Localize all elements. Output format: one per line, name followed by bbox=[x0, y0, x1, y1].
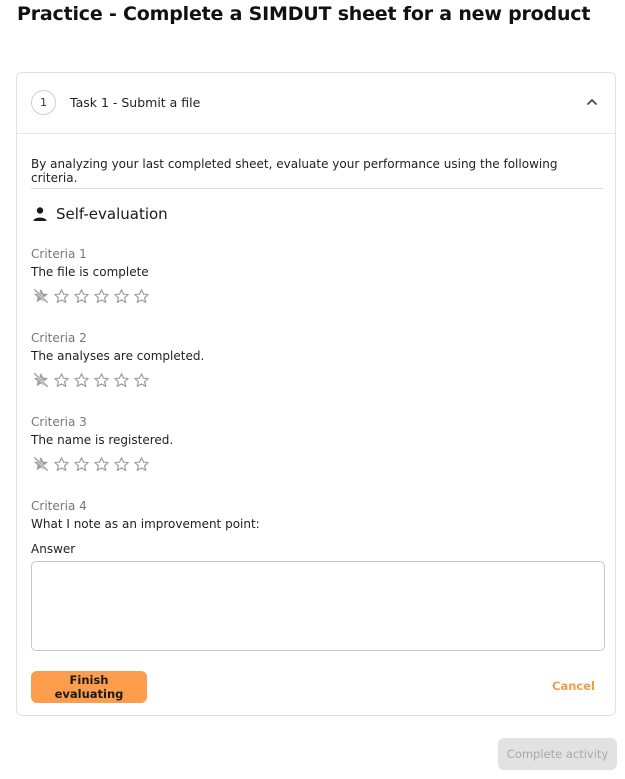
star-3-icon[interactable] bbox=[91, 371, 111, 389]
clear-rating-icon[interactable] bbox=[31, 455, 51, 473]
star-4-icon[interactable] bbox=[111, 371, 131, 389]
divider bbox=[31, 188, 603, 189]
star-3-icon[interactable] bbox=[91, 455, 111, 473]
answer-textarea[interactable] bbox=[31, 561, 605, 651]
task-title: Task 1 - Submit a file bbox=[70, 95, 201, 110]
step-number-badge: 1 bbox=[31, 90, 56, 115]
person-icon bbox=[32, 206, 48, 222]
criteria-text: The name is registered. bbox=[31, 433, 174, 447]
chevron-up-icon[interactable] bbox=[585, 95, 599, 109]
answer-label: Answer bbox=[31, 542, 76, 556]
criteria-label: Criteria 4 bbox=[31, 499, 87, 513]
star-2-icon[interactable] bbox=[71, 455, 91, 473]
clear-rating-icon[interactable] bbox=[31, 287, 51, 305]
page-title: Practice - Complete a SIMDUT sheet for a new product bbox=[17, 3, 591, 25]
clear-rating-icon[interactable] bbox=[31, 371, 51, 389]
cancel-button[interactable]: Cancel bbox=[552, 679, 595, 693]
star-1-icon[interactable] bbox=[51, 455, 71, 473]
star-3-icon[interactable] bbox=[91, 287, 111, 305]
star-5-icon[interactable] bbox=[131, 287, 151, 305]
star-2-icon[interactable] bbox=[71, 287, 91, 305]
self-evaluation-heading bbox=[32, 205, 168, 223]
star-5-icon[interactable] bbox=[131, 371, 151, 389]
finish-evaluating-button[interactable]: Finish evaluating bbox=[31, 671, 147, 703]
star-2-icon[interactable] bbox=[71, 371, 91, 389]
instructions-text: By analyzing your last completed sheet, evaluate your performance using the following criteria. bbox=[31, 157, 558, 185]
star-rating bbox=[31, 455, 605, 473]
section-title: Self-evaluation bbox=[56, 205, 168, 223]
criteria-text: The file is complete bbox=[31, 265, 149, 279]
criteria-label: Criteria 3 bbox=[31, 415, 87, 429]
criteria-item bbox=[31, 499, 605, 556]
criteria-item bbox=[31, 415, 605, 473]
criteria-label: Criteria 2 bbox=[31, 331, 87, 345]
task-header[interactable] bbox=[17, 73, 615, 134]
task-card bbox=[16, 72, 616, 716]
criteria-text: What I note as an improvement point: bbox=[31, 517, 260, 531]
complete-activity-button[interactable]: Complete activity bbox=[498, 738, 617, 770]
star-1-icon[interactable] bbox=[51, 287, 71, 305]
star-4-icon[interactable] bbox=[111, 455, 131, 473]
star-rating bbox=[31, 371, 605, 389]
criteria-item bbox=[31, 247, 605, 305]
star-1-icon[interactable] bbox=[51, 371, 71, 389]
star-5-icon[interactable] bbox=[131, 455, 151, 473]
criteria-label: Criteria 1 bbox=[31, 247, 87, 261]
criteria-text: The analyses are completed. bbox=[31, 349, 205, 363]
criteria-item bbox=[31, 331, 605, 389]
star-rating bbox=[31, 287, 605, 305]
star-4-icon[interactable] bbox=[111, 287, 131, 305]
